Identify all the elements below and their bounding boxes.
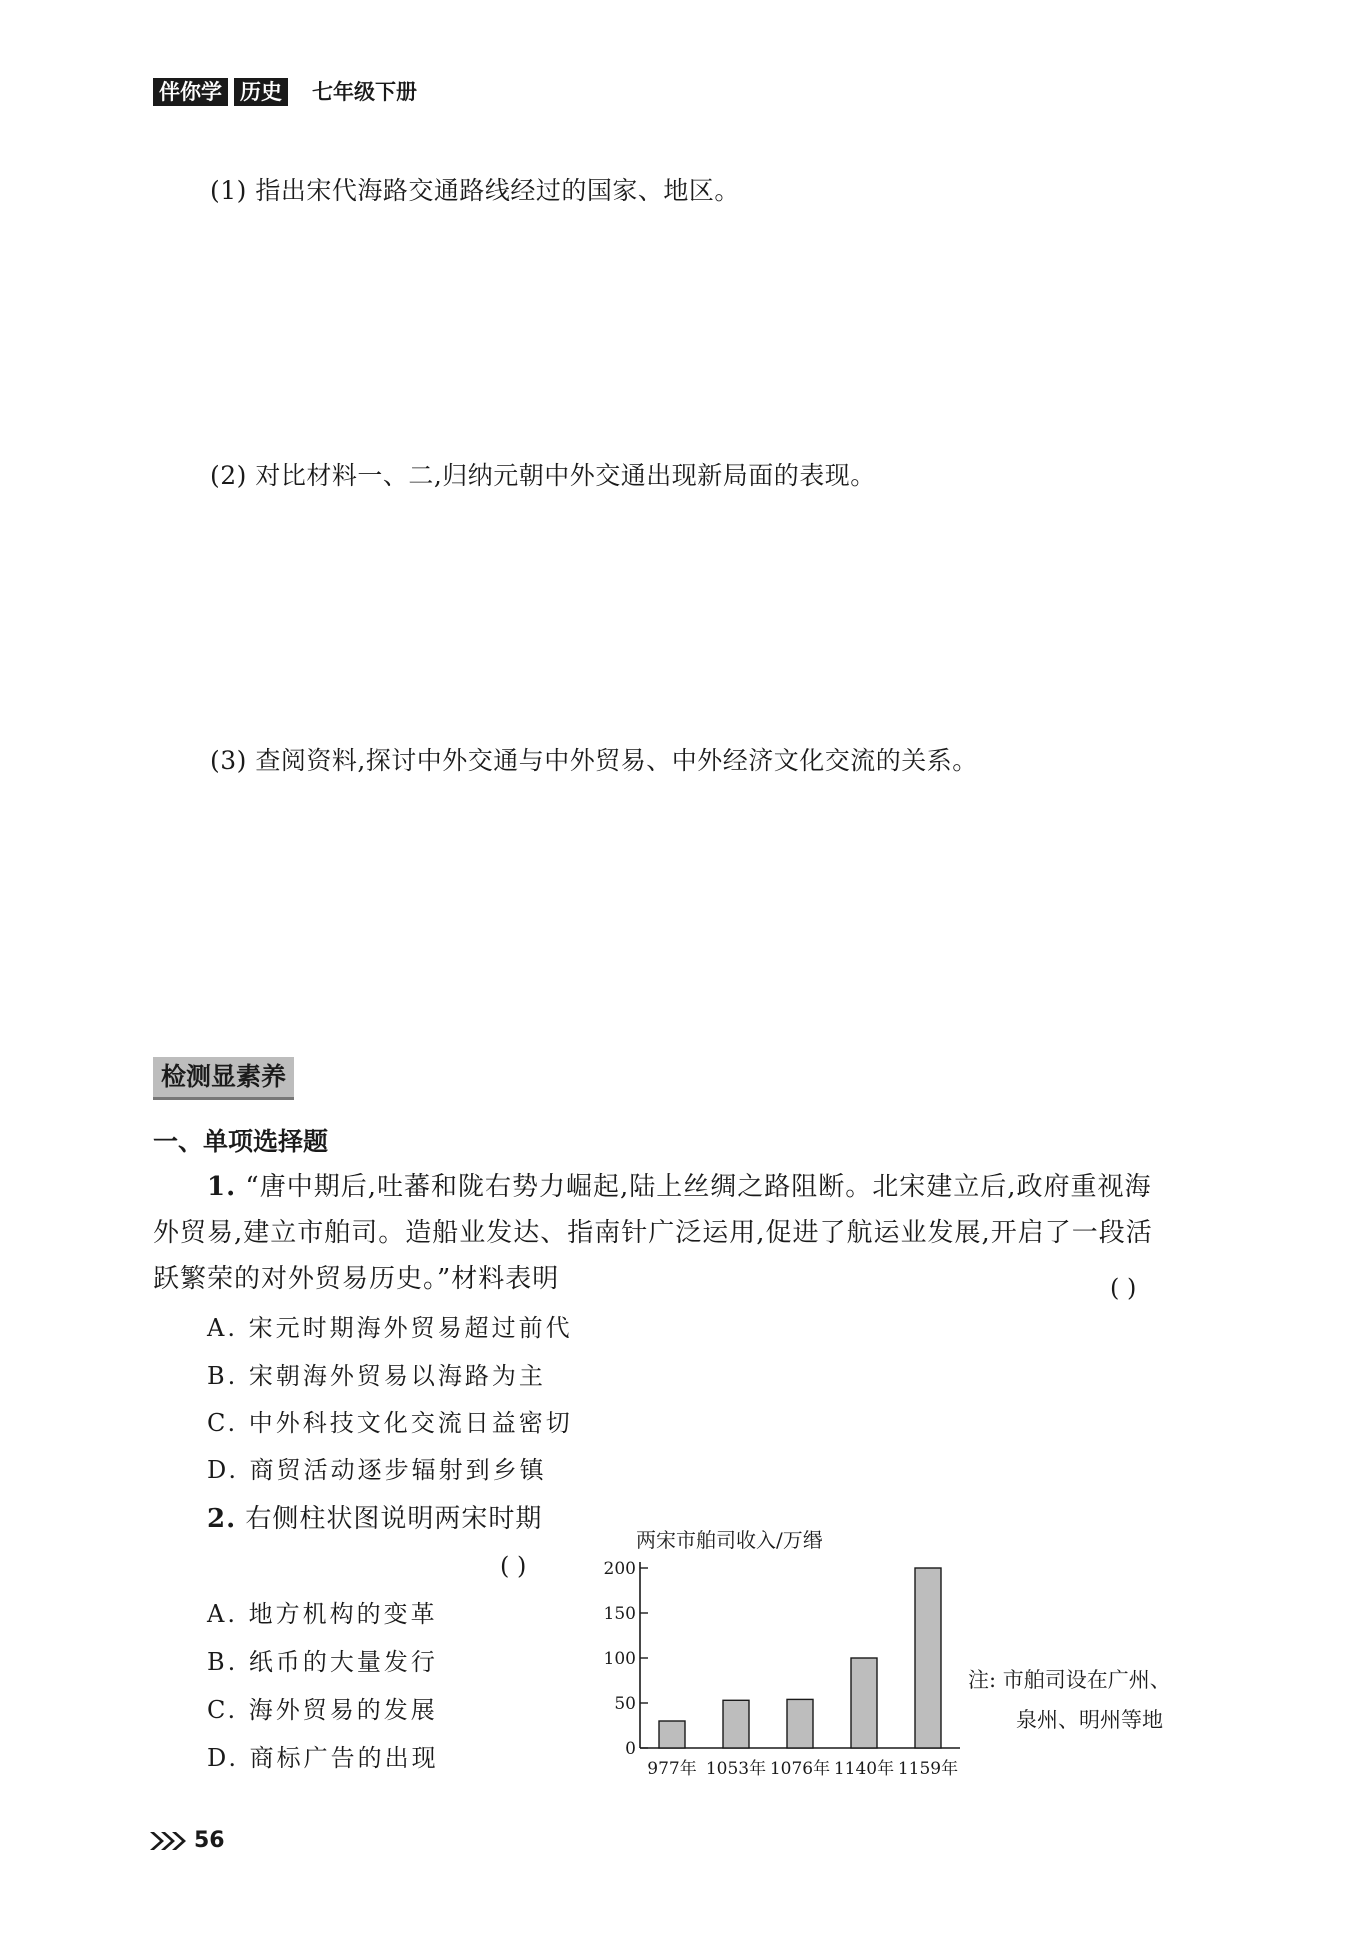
question-sub-2: (2) 对比材料一、二,归纳元朝中外交通出现新局面的表现。 <box>210 461 876 490</box>
q2-stem-text: 右侧柱状图说明两宋时期 <box>245 1504 543 1534</box>
x-tick-label: 1159年 <box>897 1759 959 1779</box>
section-title: 一、单项选择题 <box>153 1127 329 1156</box>
bar-chart <box>590 1548 990 1788</box>
q1-number: 1. <box>207 1172 237 1202</box>
q1-stem <box>153 1164 1203 1302</box>
y-tick-label: 200 <box>603 1559 636 1579</box>
x-tick-label: 1140年 <box>833 1759 895 1779</box>
y-tick-label: 50 <box>614 1694 636 1714</box>
q1-line1: “唐中期后,吐蕃和陇右势力崛起,陆上丝绸之路阻断。北宋建立后,政府重视海 <box>245 1172 1152 1202</box>
header-series: 伴你学 <box>153 78 228 106</box>
q2-option-d: D. 商标广告的出现 <box>207 1744 439 1772</box>
page-number: 56 <box>194 1828 225 1853</box>
bar <box>723 1700 749 1748</box>
q1-answer-paren: ( ) <box>1110 1274 1137 1302</box>
q2-number: 2. <box>207 1504 237 1534</box>
chart-note-line2: 泉州、明州等地 <box>1016 1708 1163 1732</box>
q2-option-c: C. 海外贸易的发展 <box>207 1696 438 1724</box>
x-tick-label: 1053年 <box>705 1759 767 1779</box>
header-subject: 历史 <box>234 78 288 106</box>
header-grade: 七年级下册 <box>312 79 417 104</box>
header <box>153 78 417 106</box>
x-tick-label: 977年 <box>647 1759 697 1779</box>
y-tick-label: 0 <box>625 1739 636 1759</box>
q2-answer-paren: ( ) <box>500 1552 527 1580</box>
chart-title: 两宋市舶司收入/万缗 <box>636 1528 823 1552</box>
bar <box>659 1721 685 1748</box>
bar <box>851 1658 877 1748</box>
question-sub-1: (1) 指出宋代海路交通路线经过的国家、地区。 <box>210 176 740 205</box>
q2-option-a: A. 地方机构的变革 <box>207 1600 438 1628</box>
footer <box>148 1828 225 1853</box>
q1-option-a: A. 宋元时期海外贸易超过前代 <box>207 1314 573 1342</box>
q1-option-d: D. 商贸活动逐步辐射到乡镇 <box>207 1456 547 1484</box>
chart-note <box>968 1660 1171 1740</box>
question-sub-3: (3) 查阅资料,探讨中外交通与中外贸易、中外经济文化交流的关系。 <box>210 746 978 775</box>
q1-line2: 外贸易,建立市舶司。造船业发达、指南针广泛运用,促进了航运业发展,开启了一段活 <box>153 1218 1153 1248</box>
q2-stem <box>207 1496 542 1542</box>
x-tick-label: 1076年 <box>769 1759 831 1779</box>
q1-option-b: B. 宋朝海外贸易以海路为主 <box>207 1362 546 1390</box>
y-tick-label: 150 <box>603 1604 636 1624</box>
chevrons-icon <box>148 1829 188 1853</box>
q1-line3: 跃繁荣的对外贸易历史。”材料表明 <box>153 1264 560 1294</box>
y-tick-label: 100 <box>603 1649 636 1669</box>
q1-option-c: C. 中外科技文化交流日益密切 <box>207 1409 573 1437</box>
q2-option-b: B. 纸币的大量发行 <box>207 1648 438 1676</box>
section-tag: 检测显素养 <box>153 1057 294 1100</box>
bar <box>787 1699 813 1748</box>
bar <box>915 1568 941 1748</box>
chart-note-line1: 注: 市舶司设在广州、 <box>968 1668 1171 1692</box>
